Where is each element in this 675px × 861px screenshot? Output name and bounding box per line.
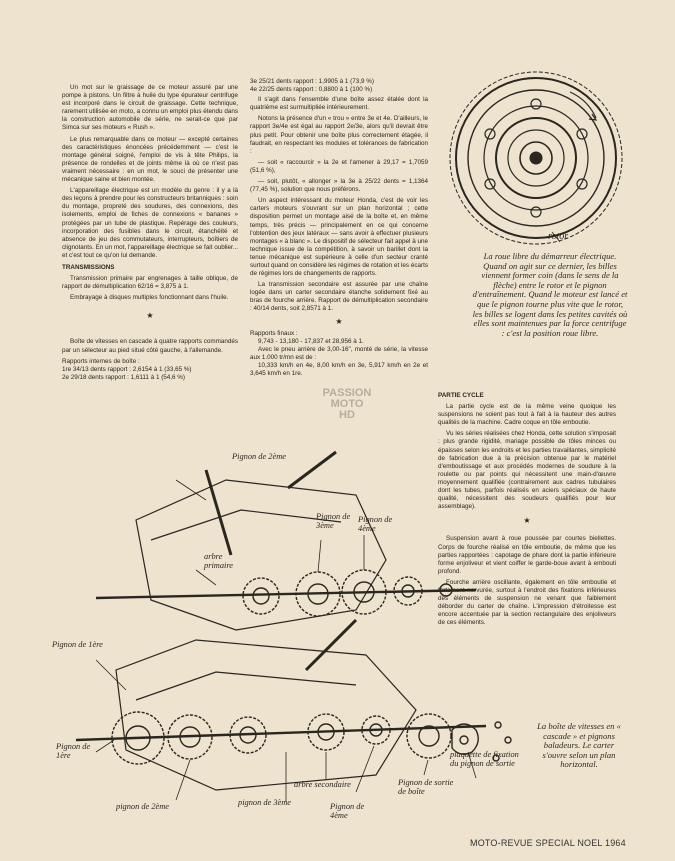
caption-gearbox: La boîte de vitesses en « cascade » et pignons baladeurs. Le carter s'ouvre selon un plan horizontal.	[537, 721, 621, 770]
paragraph-electrical: L'appareillage électrique est un modèle du genre : il y a là des leçons à prendre pour les constructeurs britanniques : soin du montage, propreté des soudures, des connexions, des isolements, emploi de fiches de connexions « bananes » protégées par un tube de plastique. Repérage des couleurs, incorporation des fusibles dans le circuit, étanchéité et absence de jeu des commutateurs, interrupteurs, boîtiers de clignotants. En un mot, l'appareillage électrique se fait oublier... et c'est tout ce qu'on lui demande.	[62, 187, 238, 259]
label-pignon-4-bottom: Pignon de 4ème	[330, 802, 365, 820]
label-arbre-secondaire: arbre secondaire	[294, 780, 351, 789]
paragraph-gearbox: Boîte de vitesses en cascade à quatre rapports commandés par un sélecteur au pied situé côté gauche, à l'allemande.	[62, 338, 238, 354]
ratio-second: 2e 29/18 dents rapport : 1,6111 à 1 (54,6 %)	[62, 373, 185, 381]
column-left	[62, 84, 238, 385]
heading-cycle-part: PARTIE CYCLE	[438, 392, 484, 399]
heading-transmissions: TRANSMISSIONS	[62, 263, 115, 271]
ratio-third: 3e 25/21 dents rapport : 1,9905 à 1 (73,9 %)	[250, 78, 374, 85]
separator-star: ★	[523, 516, 531, 526]
paragraph-final-values: 9,743 - 13,180 - 17,837 et 28,956 à 1.	[258, 337, 364, 345]
paragraph-lubrication: Un mot sur le graissage de ce moteur assuré par une pompe à pistons. Un filtre à huile du type épurateur centrifuge est incorporé dans le circuit de graissage. Cette technique, rarement utilisée en moto, a connu un emploi plus étendu dans la construction automobile de série, ne serait-ce que par Simca sur ses moteurs « Rush ».	[62, 84, 238, 132]
label-pignon-3-bottom: pignon de 3ème	[238, 798, 292, 807]
paragraph-rear-fork: Fourche arrière oscillante, également en tôle emboutie et fortement nervurée, surtout à l'endroit des fixations inférieures des éléments de suspension ne venant que faiblement déborder du carter de chaîne. L'impression d'étroitesse est encore accentuée par la section rectangulaire des enjoliveurs de ces éléments.	[438, 578, 616, 627]
ratio-first: 1re 34/13 dents rapport : 2,6154 à 1 (33,65 %)	[62, 365, 192, 373]
label-plaquette: plaquette de fixation du pignon de sortie	[450, 750, 519, 768]
paragraph-crankcase: Un aspect intéressant du moteur Honda, c'est de voir les carters moteurs s'ouvrant sur un plan horizontal ; cette disposition permet un montage aisé de la boîte et, en même temps, très précis — principalement en ce qui concerne l'obtention des jeux latéraux — sans avoir à effectuer plusieurs montages « à blanc ». Le dispositif de sélecteur fait appel à une technique issue de la compétition, à savoir un barillet dont la tenue mécanique est supérieure à celle d'un secteur cranté surtout quand on considère les régimes de rotation et les écarts de régimes lors de changements de rapports.	[250, 197, 428, 278]
paragraph-frame: Vu les séries réalisées chez Honda, cette solution s'imposait : plus grande rigidité, mariage possible de tôles minces ou épaisses selon les endroits et les parties travaillantes, simplicité de fabrication due à la précision obtenue par le matériel d'emboutissage et aux procédés modernes de soudure à la roulette ou par points qui nécessitent une main-d'œuvre moyennement qualifiée (contrairement aux cadres tubulaires dont les tubes, parfois réalisés en aciers spéciaux de haute qualité, nécessitent des soudeurs qualifiés pour leur assemblage).	[438, 430, 616, 511]
paragraph-front-suspension: Suspension avant à roue poussée par courtes biellettes. Corps de fourche réalisé en tôle emboutie, de même que les parties rapportées : capotage de phare dont la partie inférieure forme enjoliveur et vient coiffer le garde-boue avant à embouti profond.	[438, 535, 616, 575]
paragraph-clutch: Embrayage à disques multiples fonctionnant dans l'huile.	[70, 294, 229, 302]
paragraph-gap: Notons la présence d'un « trou » entre 3e et 4e. D'ailleurs, le rapport 3e/4e est égal au rapport 2e/3e, alors qu'il devrait être plus petit. Pour obtenir une boîte plus correctement étagée, il faudrait, en respectant les modules et tolérances de fabrication :	[250, 115, 428, 155]
paragraph-option-one: — soit « raccourcir » la 2e et l'amener à 29,17 = 1,7059 (51,6 %),	[250, 158, 428, 174]
paragraph-primary-drive: Transmission primaire par engrenages à taille oblique, de rapport de démultiplication 62/16 = 3,875 à 1.	[62, 275, 238, 291]
gearbox-exploded-illustration	[56, 440, 536, 835]
label-arbre-primaire: arbre primaire	[204, 552, 234, 570]
column-middle	[250, 78, 428, 381]
page-footer: MOTO-REVUE SPECIAL NOEL 1964	[470, 838, 626, 848]
label-pignon-1-mid: Pignon de 1ère	[52, 640, 103, 649]
paragraph-final-ratios: Rapports finaux :	[250, 329, 298, 337]
label-pignon-4-top: Pignon de 4ème	[358, 515, 393, 533]
label-pignon-2-bottom: pignon de 2ème	[116, 802, 170, 811]
paragraph-speeds: 10,333 km/h en 4e, 8,00 km/h en 3e, 5,917 km/h en 2e et 3,645 km/h en 1re.	[250, 362, 428, 378]
paragraph-speed-intro: Avec le pneu arrière de 3,00-16", monté de série, la vitesse aux 1.000 tr/mn est de :	[250, 345, 428, 361]
label-pignon-sortie: Pignon de sortie de boîte	[398, 778, 454, 796]
label-pignon-3-top: Pignon de 3ème	[316, 512, 351, 530]
paragraph-assembly: Le plus remarquable dans ce moteur — excepté certaines des caractéristiques énoncées précédemment — c'est le montage général soigné, l'emploi de vis à tête Philips, la présence de rondelles et de joints même là où ce n'est pas vraiment nécessaire : en un mot, le souci de présenter une mécanique saine et bien montée.	[62, 135, 238, 184]
label-rotor: rotor	[548, 231, 569, 242]
separator-star: ★	[335, 316, 343, 326]
label-pignon-1-bottom: Pignon de 1ère	[56, 742, 91, 760]
ratio-fourth: 4e 22/25 dents rapport : 0,8800 à 1 (100 %)	[250, 86, 373, 94]
paragraph-overdrive: Il s'agit dans l'ensemble d'une boîte assez étalée dont la quatrième est surmultipliée intérieurement.	[250, 96, 428, 112]
paragraph-secondary-drive: La transmission secondaire est assurée par une chaîne logée dans un carter secondaire étanche solidement fixé au bras de fourche arrière. Rapport de démultiplication secondaire : 40/14 dents, soit 2,8571 à 1.	[250, 281, 428, 313]
rotor-freewheel-illustration	[440, 62, 640, 252]
caption-rotor: La roue libre du démarreur électrique. Quand on agit sur ce dernier, les billes viennent former coin (dans le sens de la flèche) entre le rotor et le pignon d'entraînement. Quand le moteur est lancé et que le pignon tourne plus vite que le rotor, les billes se logent dans les petites cavités où elles sont maintenues par la force centrifuge : c'est la position roue libre.	[472, 251, 628, 338]
paragraph-cycle-part: La partie cycle est de la même veine quoique les suspensions ne soient pas tout à fait à la hauteur des autres qualités de la machine. Cadre coque en tôle emboutie.	[438, 403, 616, 427]
paragraph-option-two: — soit, plutôt, « allonger » la 3e à 25/22 dents = 1,1364 (77,45 %), solution que nous préférons.	[250, 178, 428, 194]
separator-star: ★	[146, 311, 154, 321]
paragraph-internal-ratios: Rapports internes de boîte :	[62, 357, 140, 365]
label-pignon-2-top: Pignon de 2ème	[232, 452, 286, 461]
watermark: PASSION MOTO HD	[322, 387, 372, 421]
